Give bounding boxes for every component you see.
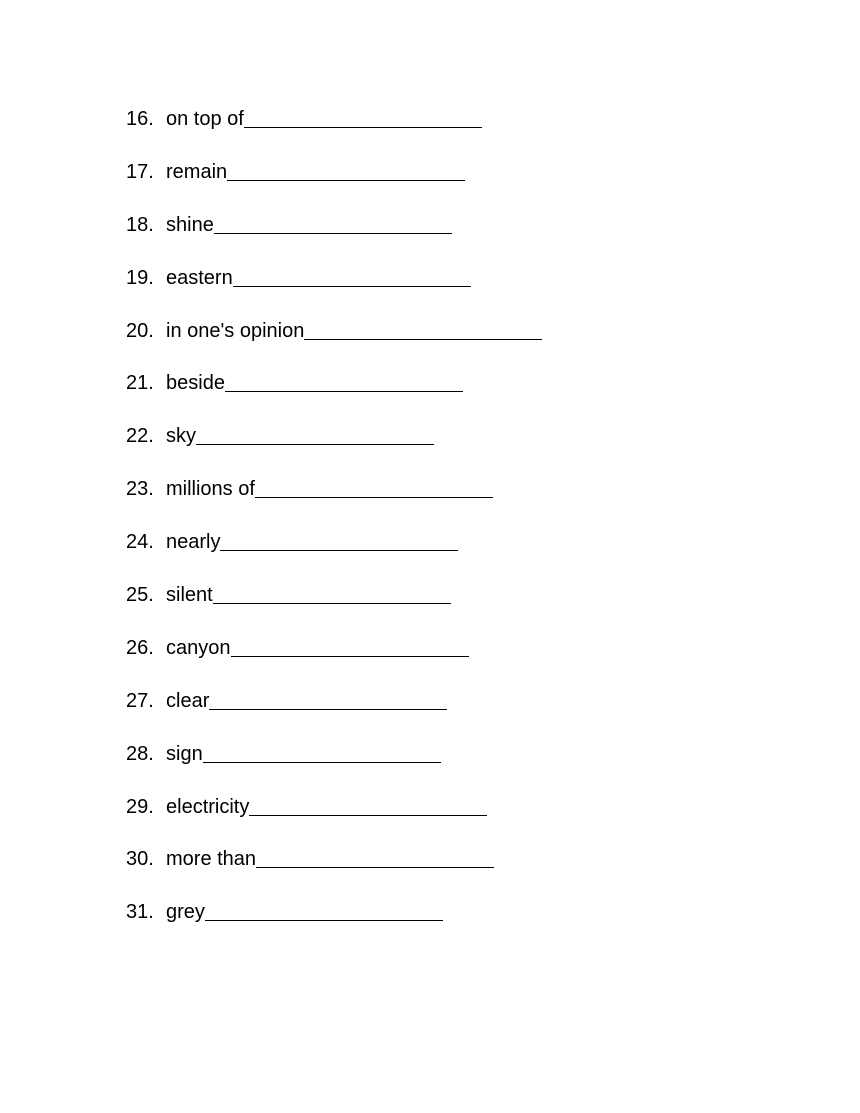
list-item [126, 156, 542, 209]
list-item [126, 103, 542, 156]
list-item [126, 526, 542, 579]
answer-blank[interactable] [196, 420, 434, 445]
answer-blank[interactable] [231, 632, 469, 657]
list-item [126, 738, 542, 791]
list-item [126, 315, 542, 368]
item-number: 24. [126, 531, 154, 554]
item-word: sign [166, 742, 203, 765]
item-number: 29. [126, 795, 154, 818]
item-number: 28. [126, 742, 154, 765]
item-number: 18. [126, 213, 154, 236]
answer-blank[interactable] [233, 262, 471, 287]
item-number: 30. [126, 848, 154, 871]
answer-blank[interactable] [225, 367, 463, 392]
answer-blank[interactable] [209, 685, 447, 710]
list-item [126, 685, 542, 738]
list-item [126, 579, 542, 632]
item-number: 19. [126, 266, 154, 289]
list-item [126, 896, 542, 949]
item-word: in one's opinion [166, 319, 305, 342]
list-item [126, 420, 542, 473]
answer-blank[interactable] [255, 473, 493, 498]
item-word: shine [166, 213, 214, 236]
list-item [126, 367, 542, 420]
item-number: 20. [126, 319, 154, 342]
item-number: 16. [126, 108, 154, 130]
item-number: 26. [126, 636, 154, 659]
item-number: 17. [126, 160, 154, 183]
item-word: beside [166, 372, 225, 395]
item-word: silent [166, 584, 213, 607]
list-item [126, 791, 542, 844]
item-word: on top of [166, 108, 244, 130]
item-word: canyon [166, 636, 231, 659]
item-number: 22. [126, 425, 154, 448]
item-word: eastern [166, 266, 233, 289]
item-number: 27. [126, 689, 154, 712]
answer-blank[interactable] [244, 103, 482, 128]
list-item [126, 209, 542, 262]
answer-blank[interactable] [214, 209, 452, 234]
list-item [126, 843, 542, 896]
item-number: 23. [126, 478, 154, 501]
answer-blank[interactable] [203, 738, 441, 763]
item-word: more than [166, 848, 257, 871]
answer-blank[interactable] [213, 579, 451, 604]
item-word: clear [166, 689, 210, 712]
item-word: millions of [166, 478, 255, 501]
item-number: 21. [126, 372, 154, 395]
list-item [126, 473, 542, 526]
item-number: 25. [126, 584, 154, 607]
answer-blank[interactable] [220, 526, 458, 551]
item-number: 31. [126, 901, 154, 924]
list-item [126, 262, 542, 315]
answer-blank[interactable] [249, 791, 487, 816]
list-item [126, 632, 542, 685]
item-word: sky [166, 425, 196, 448]
answer-blank[interactable] [227, 156, 465, 181]
item-word: grey [166, 901, 205, 924]
item-word: electricity [166, 795, 250, 818]
vocabulary-list [126, 103, 542, 949]
item-word: nearly [166, 531, 221, 554]
answer-blank[interactable] [205, 896, 443, 921]
answer-blank[interactable] [256, 843, 494, 868]
item-word: remain [166, 160, 228, 183]
answer-blank[interactable] [304, 315, 542, 340]
